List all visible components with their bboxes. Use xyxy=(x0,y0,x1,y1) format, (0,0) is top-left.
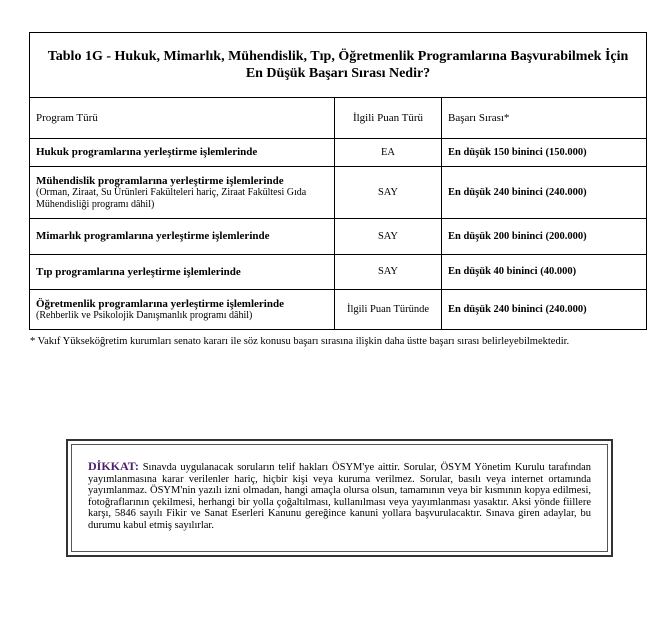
rank-cell: En düşük 40 bininci (40.000) xyxy=(442,255,647,290)
rank-table xyxy=(29,32,647,330)
program-cell xyxy=(30,255,335,290)
rank-cell: En düşük 240 bininci (240.000) xyxy=(442,167,647,219)
program-name: Öğretmenlik programlarına yerleştirme işlemlerinde xyxy=(36,297,284,310)
score-type-cell: SAY xyxy=(335,255,442,290)
table-row xyxy=(30,139,647,167)
table-row xyxy=(30,255,647,290)
score-type-cell: İlgili Puan Türünde xyxy=(335,290,442,330)
program-cell xyxy=(30,290,335,330)
program-cell xyxy=(30,167,335,219)
rank-cell: En düşük 150 bininci (150.000) xyxy=(442,139,647,167)
header-score-type: İlgili Puan Türü xyxy=(335,98,442,139)
rank-table-container xyxy=(29,32,646,330)
table-row xyxy=(30,290,647,330)
header-success-rank: Başarı Sırası* xyxy=(442,98,647,139)
program-name: Mimarlık programlarına yerleştirme işlemlerinde xyxy=(36,230,270,242)
notice-body: Sınavda uygulanacak soruların telif hakları ÖSYM'ye aittir. Sorular, ÖSYM Yönetim Kurulu tarafından yayımlanmasına karar verilenler hariç, hiçbir kişi veya kuruma verilmez. Sorular, basılı veya internet ortamında yayımlanmaz. ÖSYM'nin yazılı izni olmadan, hangi amaçla olursa olsun, tamamının veya bir kısmının kopya edilmesi, fotoğraflarının çekilmesi, herhangi bir yolla çoğaltılması, kullanılması veya yayımlanması yasaktır. Aksi yönde fiillere karşı, 5846 sayılı Fikir ve Sanat Eserleri Kanunu gereğince kanuni yollara başvurulacaktır. Sınava giren adaylar, bu durumu kabul etmiş sayılırlar. xyxy=(88,462,592,531)
program-name: Mühendislik programlarına yerleştirme işlemlerinde xyxy=(36,174,284,187)
score-type-cell: SAY xyxy=(335,167,442,219)
notice-heading: DİKKAT: xyxy=(88,459,139,473)
table-header-row xyxy=(30,98,647,139)
program-name: Hukuk programlarına yerleştirme işlemlerinde xyxy=(36,146,258,158)
rank-cell: En düşük 240 bininci (240.000) xyxy=(442,290,647,330)
header-program-type: Program Türü xyxy=(30,98,335,139)
table-title: Tablo 1G - Hukuk, Mimarlık, Mühendislik, Tıp, Öğretmenlik Programlarına Başvurabilmek İçin En Düşük Başarı Sırası Nedir? xyxy=(30,33,647,98)
score-type-cell: EA xyxy=(335,139,442,167)
score-type-cell: SAY xyxy=(335,219,442,255)
table-footnote: * Vakıf Yükseköğretim kurumları senato kararı ile söz konusu başarı sırasına ilişkin daha üstte başarı sırası belirleyebilmektedir. xyxy=(30,336,570,347)
program-name: Tıp programlarına yerleştirme işlemlerinde xyxy=(36,265,241,278)
rank-cell: En düşük 200 bininci (200.000) xyxy=(442,219,647,255)
program-cell xyxy=(30,139,335,167)
program-note: (Orman, Ziraat, Su Ürünleri Fakülteleri hariç, Ziraat Fakültesi Gıda Mühendisliği programı dâhil) xyxy=(36,186,307,210)
table-row xyxy=(30,167,647,219)
notice-box xyxy=(66,439,613,557)
table-row xyxy=(30,219,647,255)
program-note: (Rehberlik ve Psikolojik Danışmanlık programı dâhil) xyxy=(36,309,253,321)
notice-content xyxy=(71,444,608,552)
program-cell xyxy=(30,219,335,255)
